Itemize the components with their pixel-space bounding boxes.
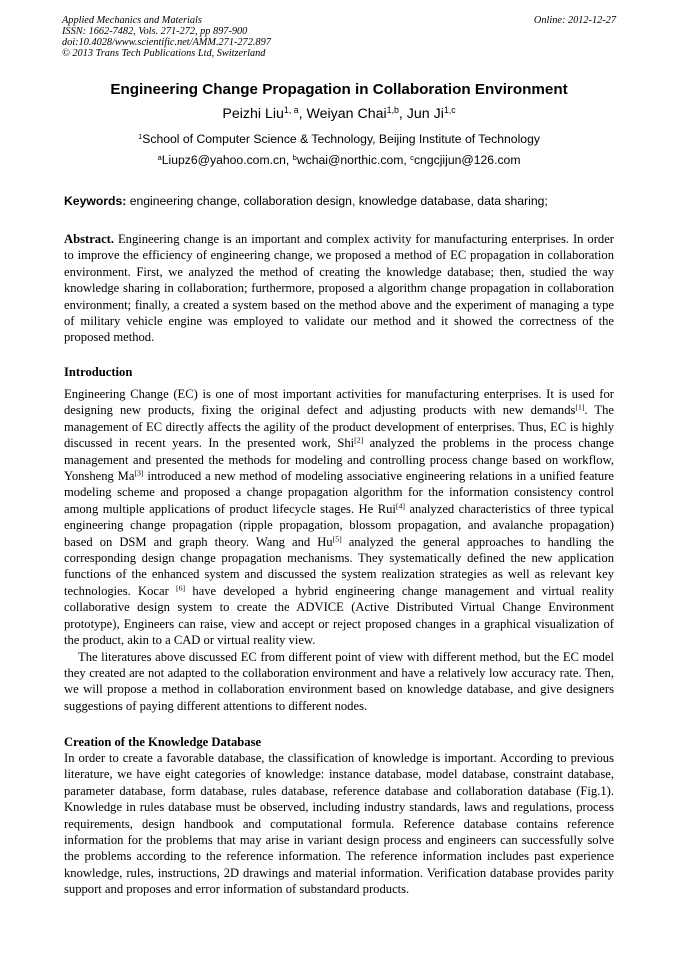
email-address: Liupz6@yahoo.com.cn: [161, 153, 286, 167]
text-run: analyzed the problems in the process change management and presented the methods for modeling and controlling process change based on workflow, Yonsheng Ma: [64, 436, 614, 484]
author-affil-mark: 1,b: [386, 105, 399, 116]
text-run: Engineering Change (EC) is one of most important activities for manufacturing enterprises. It is used for designing new products, fixing the original defect and adjusting products with new demands: [64, 387, 614, 418]
introduction-heading: Introduction: [64, 365, 133, 379]
affiliation: [62, 130, 616, 148]
keywords: [64, 193, 616, 210]
doi-line: doi:10.4028/www.scientific.net/AMM.271-272.897: [62, 37, 271, 48]
journal-name: Applied Mechanics and Materials: [62, 15, 202, 26]
abstract-label: Abstract.: [64, 232, 115, 246]
keywords-label: Keywords:: [64, 194, 127, 208]
text-run: analyzed characteristics of three typical engineering change propagation (ripple propagation, blossom propagation, and avalanche propagation) based on DSM and graph theory. Wang and Hu: [64, 501, 614, 549]
keywords-text: engineering change, collaboration design, knowledge database, data sharing;: [126, 194, 548, 208]
citation: [2]: [354, 435, 364, 445]
email-mark: c: [410, 152, 414, 162]
author-name: Weiyan Chai: [306, 106, 387, 122]
citation: [1]: [575, 403, 585, 413]
email-address: wchai@northic.com: [296, 153, 404, 167]
paper-title: Engineering Change Propagation in Collaboration Environment: [110, 81, 568, 98]
email-mark: b: [292, 152, 297, 162]
copyright-line: © 2013 Trans Tech Publications Ltd, Switzerland: [62, 48, 266, 59]
author-name: Jun Ji: [406, 106, 444, 122]
email-address: cngcjijun@126.com: [413, 153, 521, 167]
citation: [3]: [134, 468, 144, 478]
citation: [5]: [332, 534, 342, 544]
author-affil-mark: 1, a: [283, 105, 299, 116]
abstract: [64, 231, 614, 346]
email-mark: a: [157, 152, 162, 162]
introduction-body: [64, 386, 614, 714]
affiliation-mark: 1: [138, 131, 143, 141]
introduction-paragraph-2: The literatures above discussed EC from different point of view with different method, but the EC model they created are not adapted to the collaboration environment and have a relatively low accuracy rate. Then, we will propose a method in collaboration environment based on knowledge database, and give designers suggestions of paying different attentions to different nodes.: [64, 649, 614, 713]
introduction-paragraph-1: [64, 386, 614, 649]
abstract-text: Engineering change is an important and complex activity for manufacturing enterprises. In order to improve the efficiency of engineering change, we proposed a method of EC propagation in collaboration environment. First, we analyzed the method of creating the knowledge database; then, studied the way knowledge sharing in collaboration; furthermore, proposed a algorithm change propagation in collaboration environment; finally, a created a system based on the method above and the experiment of managing a type of military vehicle engine was employed to validate our method and it showed the correctness of the proposed method.: [64, 232, 614, 345]
issn-line: ISSN: 1662-7482, Vols. 271-272, pp 897-900: [62, 26, 248, 37]
text-run: introduced a new method of modeling associative engineering relations in a unified feature modeling scheme and proposed a change propagation algorithm for the information consistency control among multiple applications of product lifecycle stages. He Rui: [64, 469, 614, 516]
masthead-row: [62, 15, 616, 26]
knowledge-database-body: In order to create a favorable database, the classification of knowledge is important. According to previous literature, we have eight categories of knowledge: instance database, model database, constraint database, parameter database, form database, rules database, reference database and collaboration database (Fig.1). Knowledge in rules database must be observed, including industry standards, laws and regulations, process requirements, design handbook and computational formula. Reference database contains reference information for the problems that may arise in variant design process and engineers can successfully solve the problems according to the reference information. The reference information includes past experience knowledge, rules, instructions, 2D drawings and material information. Verification database provides parity support and proposes and error information of substandard products.: [64, 751, 614, 897]
author-name: Peizhi Liu: [222, 106, 284, 122]
journal-masthead: [62, 15, 616, 59]
text-run: analyzed the general approaches to handling the corresponding design change propagation mechanisms. They systematically defined the new application functions of the enhanced system and discussed the system realization strategies as well as relevant key technologies. Kocar: [64, 534, 614, 598]
affiliation-text: School of Computer Science & Technology, Beijing Institute of Technology: [142, 132, 540, 146]
author-list: Peizhi Liu$^{1, a}$, Weiyan Chai$^{1,b}$, Jun Ji$^{1,c}$: [222, 105, 456, 122]
citation: [6]: [176, 583, 186, 593]
text-run: have developed a hybrid engineering change management and virtual reality collaborative design system to create the ADVICE (Active Distributed Virtual Change Environment prototype), Engineers can raise, view and accept or reject proposed changes in a graphical visualization of the product, akin to a CAD or virtual reality view.: [64, 583, 614, 648]
knowledge-database-heading: Creation of the Knowledge Database: [64, 735, 262, 749]
text-run: . The management of EC directly affects the agility of the product development of enterprises. Thus, EC is highly discussed in recent years. In the presented work, Shi: [64, 403, 614, 451]
online-date: Online: 2012-12-27: [533, 15, 616, 26]
author-emails: $^a$Liupz6@yahoo.com.cn, $^b$wchai@northic.com, $^c$cngcjijun@126.com: [157, 152, 521, 167]
author-affil-mark: 1,c: [443, 105, 456, 116]
citation: [4]: [395, 501, 405, 511]
